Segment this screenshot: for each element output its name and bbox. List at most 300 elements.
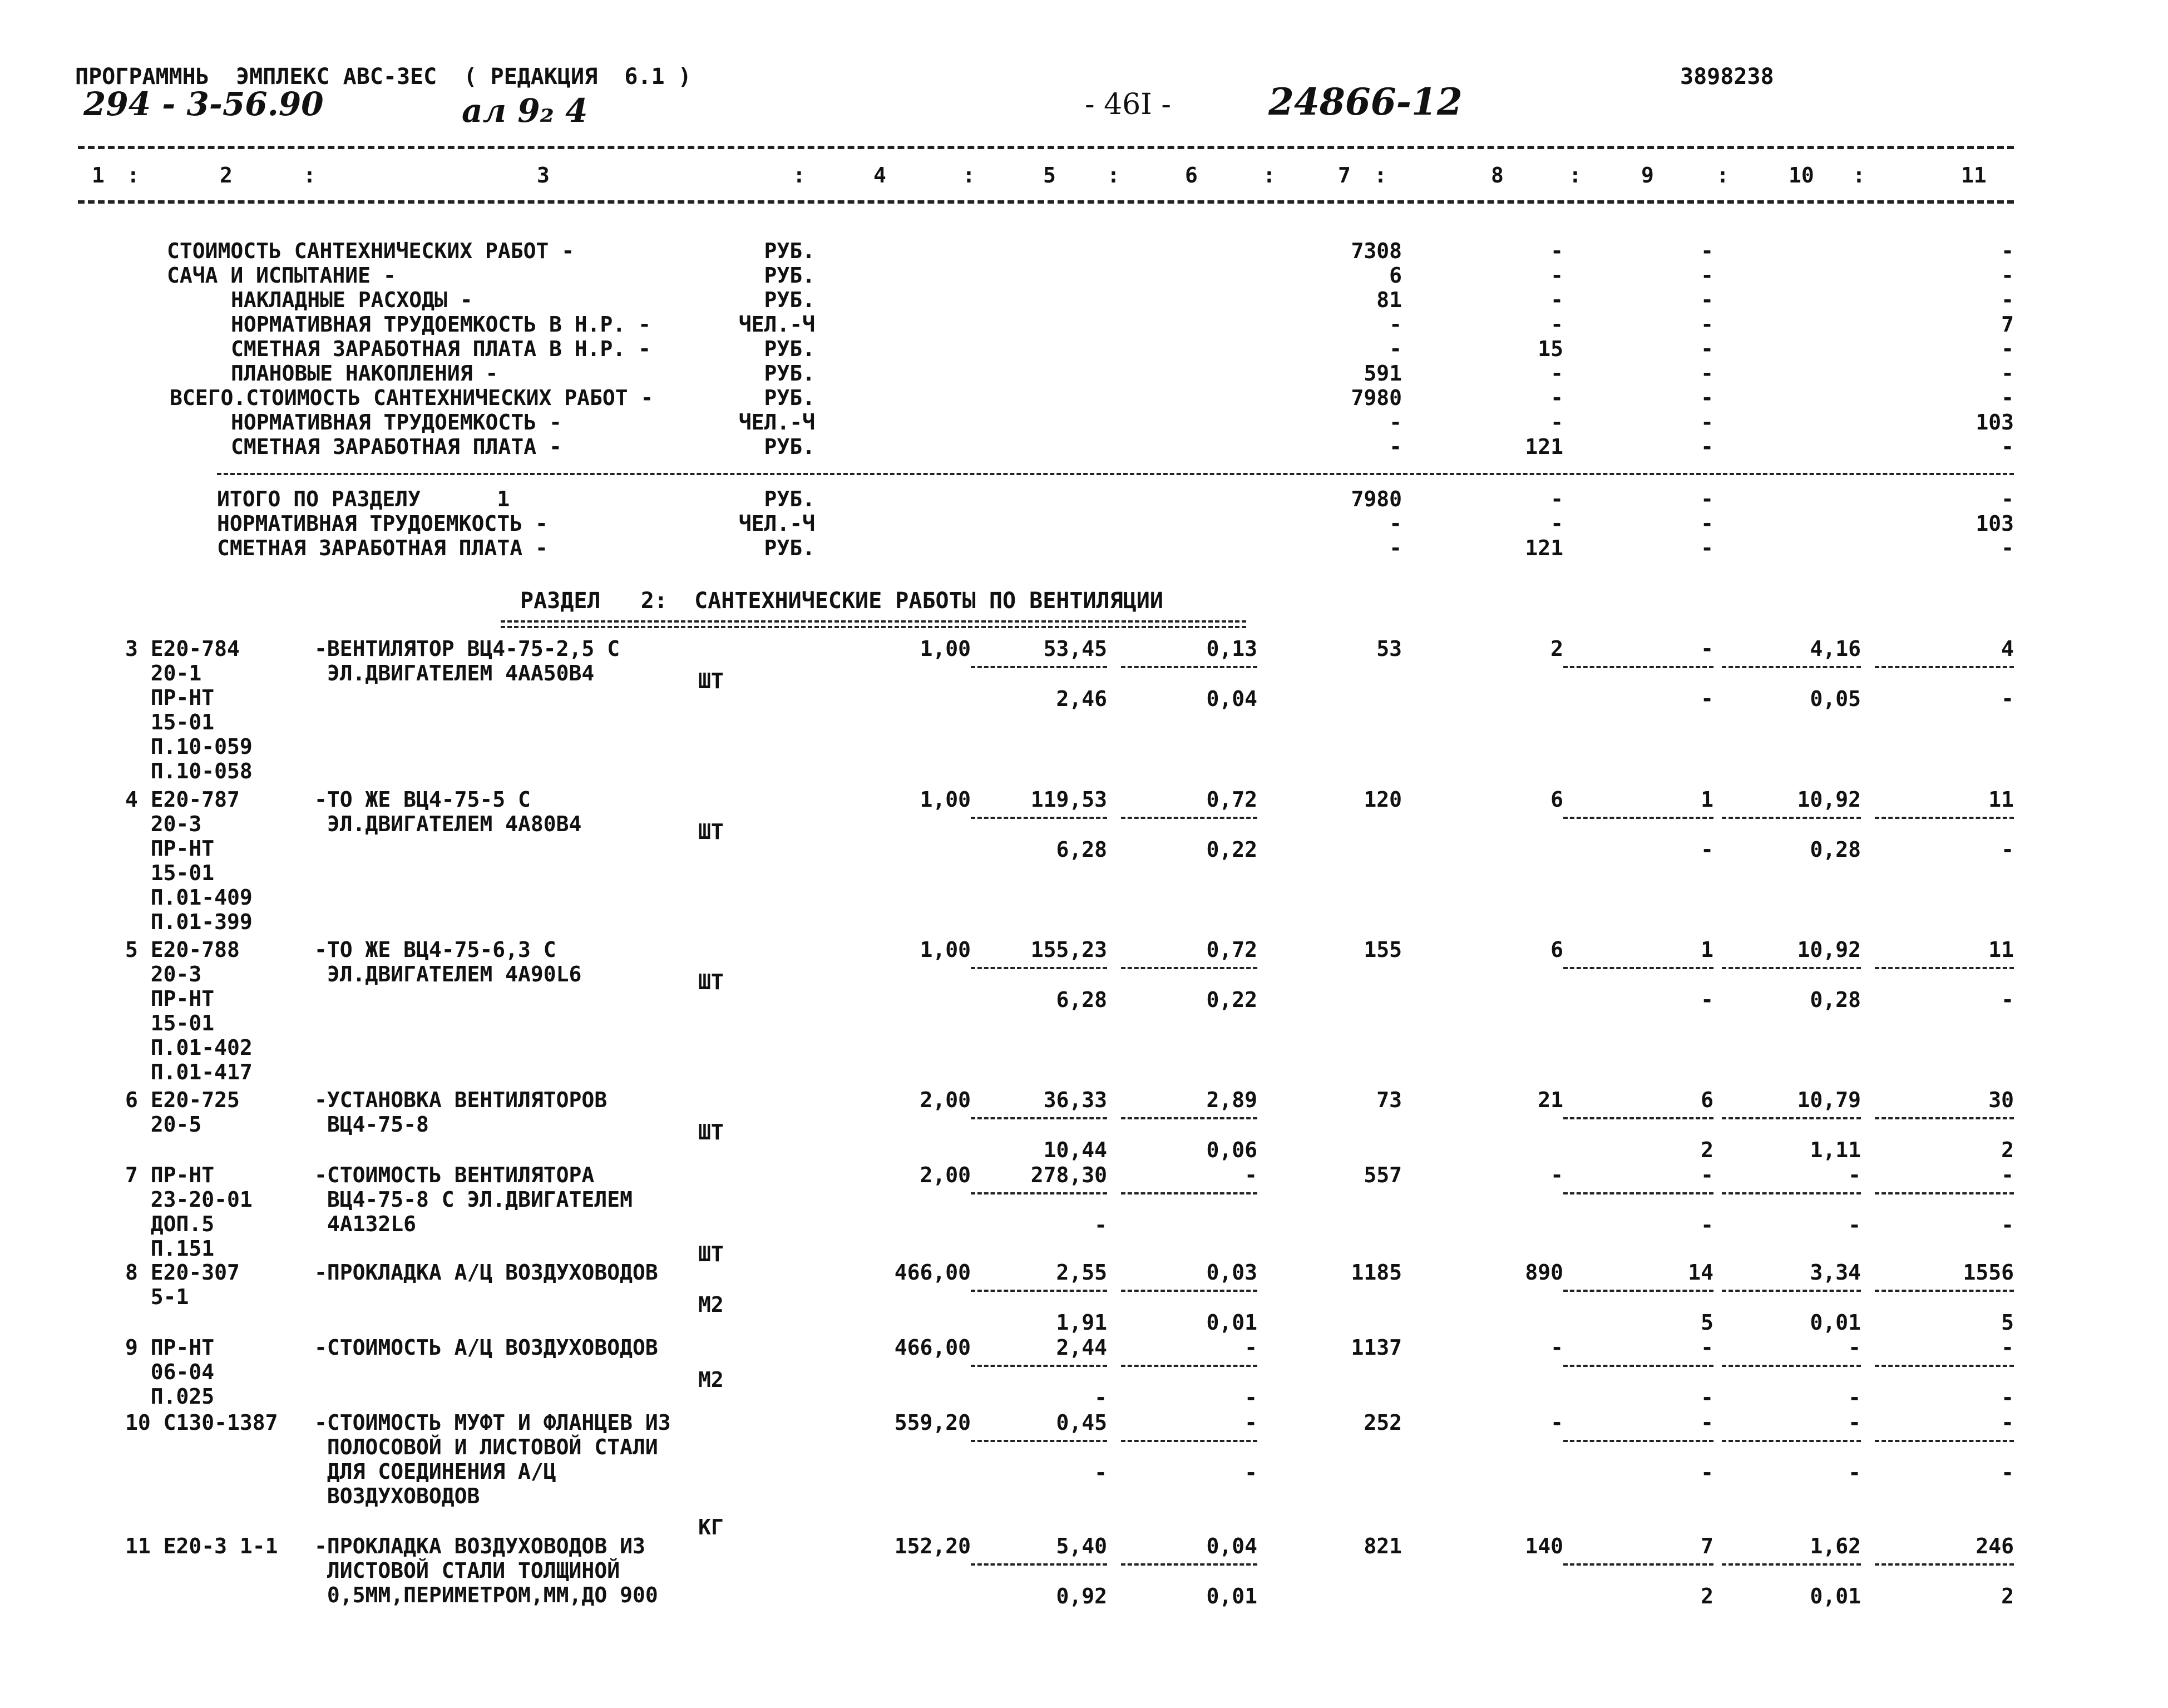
item-col5-wage: - (1094, 1213, 1107, 1237)
item-col9-wage: 5 (1701, 1310, 1713, 1335)
item-col7: 821 (1364, 1534, 1402, 1558)
item-col11-total: 11 (1988, 787, 2014, 812)
summary-label: НОРМАТИВНАЯ ТРУДОЕМКОСТЬ - (217, 511, 548, 536)
item-name: -СТОИМОСТЬ ВЕНТИЛЯТОРА (314, 1163, 595, 1187)
item-col6-total: 0,04 (1206, 1534, 1257, 1558)
item-col5-total: 119,53 (1030, 787, 1107, 812)
item-split-rule (1563, 817, 1713, 819)
column-header-cell: 1 (92, 163, 105, 187)
item-col9-total: - (1701, 1163, 1713, 1187)
item-col5-total: 278,30 (1030, 1163, 1107, 1187)
item-col6-wage: 0,01 (1206, 1310, 1257, 1335)
summary-value-col8: - (1550, 239, 1563, 263)
item-col10-total: - (1848, 1410, 1861, 1435)
item-col5-wage: 1,91 (1056, 1310, 1107, 1335)
item-unit: ШТ (698, 1242, 724, 1266)
column-header-cell: 10 (1789, 163, 1814, 187)
summary-value-col7: 81 (1376, 288, 1402, 312)
item-split-rule (1722, 1365, 1861, 1367)
item-code: 5-1 (125, 1285, 189, 1309)
summary-unit: РУБ. (764, 288, 815, 312)
item-col6-total: - (1244, 1335, 1257, 1360)
summary-value-col9: - (1701, 337, 1713, 361)
item-col5-total: 2,44 (1056, 1335, 1107, 1360)
summary-value-col8: 121 (1525, 536, 1563, 560)
item-code: 3 Е20-784 (125, 636, 240, 661)
item-code: П.01-417 (125, 1060, 253, 1084)
summary-value-col7: 591 (1364, 361, 1402, 386)
section-2-title: РАЗДЕЛ 2: САНТЕХНИЧЕСКИЕ РАБОТЫ ПО ВЕНТИЛЯЦИИ (520, 588, 1163, 614)
item-quantity: 559,20 (894, 1410, 971, 1435)
item-col5-total: 0,45 (1056, 1410, 1107, 1435)
summary-label: НАКЛАДНЫЕ РАСХОДЫ - (231, 288, 473, 312)
item-col10-total: - (1848, 1163, 1861, 1187)
summary-unit: РУБ. (764, 361, 815, 386)
summary-value-col9: - (1701, 511, 1713, 536)
item-split-rule (971, 967, 1107, 969)
summary-label: СМЕТНАЯ ЗАРАБОТНАЯ ПЛАТА В Н.Р. - (231, 337, 651, 361)
item-col5-wage: - (1094, 1385, 1107, 1410)
item-col11-wage: 2 (2001, 1584, 2014, 1608)
item-split-rule (1121, 666, 1257, 668)
item-unit: М2 (698, 1292, 724, 1317)
item-col11-total: - (2001, 1410, 2014, 1435)
column-header-cell: : (962, 163, 975, 187)
item-col10-wage: 1,11 (1810, 1138, 1861, 1162)
item-col5-total: 2,55 (1056, 1260, 1107, 1285)
item-col10-total: 3,34 (1810, 1260, 1861, 1285)
summary-value-col9: - (1701, 312, 1713, 337)
item-split-rule (1722, 817, 1861, 819)
summary-value-col9: - (1701, 361, 1713, 386)
item-code: 11 Е20-3 1-1 (125, 1534, 278, 1558)
item-col5-wage: 6,28 (1056, 837, 1107, 862)
item-col8: 140 (1525, 1534, 1563, 1558)
item-col6-wage: 0,22 (1206, 988, 1257, 1012)
column-header-cell: : (1853, 163, 1865, 187)
summary-value-col9: - (1701, 386, 1713, 410)
item-code: 9 ПР-НТ (125, 1335, 215, 1360)
item-unit: М2 (698, 1368, 724, 1392)
summary-unit: РУБ. (764, 435, 815, 459)
summary-value-col8: - (1550, 511, 1563, 536)
item-col10-wage: 0,28 (1810, 837, 1861, 862)
item-col10-total: 10,92 (1797, 787, 1861, 812)
item-col5-total: 53,45 (1043, 636, 1107, 661)
item-code: 5 Е20-788 (125, 937, 240, 962)
item-split-rule (1875, 1117, 2014, 1119)
summary-value-col7: 7308 (1351, 239, 1402, 263)
item-split-rule (971, 1290, 1107, 1292)
summary-value-col11: 103 (1976, 511, 2014, 536)
item-col10-wage: - (1848, 1213, 1861, 1237)
item-col6-wage: 0,04 (1206, 687, 1257, 711)
item-col7: 252 (1364, 1410, 1402, 1435)
item-quantity: 2,00 (920, 1088, 971, 1112)
item-code: 20-3 (125, 962, 202, 986)
item-col9-wage: - (1701, 837, 1713, 862)
item-split-rule (1121, 1192, 1257, 1194)
item-name: -ТО ЖЕ ВЦ4-75-5 С (314, 787, 531, 812)
item-code: 15-01 (125, 710, 215, 734)
item-split-rule (971, 666, 1107, 668)
item-code: 15-01 (125, 1011, 215, 1035)
item-col9-wage: - (1701, 687, 1713, 711)
handwritten-sheet-note: ал 9₂ 4 (462, 92, 588, 130)
summary-unit: РУБ. (764, 386, 815, 410)
summary-value-col7: 7980 (1351, 487, 1402, 511)
item-split-rule (1722, 1192, 1861, 1194)
item-unit: ШТ (698, 970, 724, 994)
item-col5-wage: 10,44 (1043, 1138, 1107, 1162)
summary-value-col11: - (2001, 361, 2014, 386)
item-split-rule (1563, 1290, 1713, 1292)
item-col11-wage: 2 (2001, 1138, 2014, 1162)
section-2-title-underline (501, 620, 1246, 623)
item-quantity: 152,20 (894, 1534, 971, 1558)
item-col9-total: 14 (1688, 1260, 1713, 1285)
item-name: ЭЛ.ДВИГАТЕЛЕМ 4А80В4 (314, 812, 582, 836)
item-name: ЭЛ.ДВИГАТЕЛЕМ 4АА50В4 (314, 661, 595, 685)
item-col9-wage: - (1701, 1385, 1713, 1410)
section-2-title-underline-2 (501, 626, 1246, 628)
column-header-cell: : (303, 163, 316, 187)
item-split-rule (971, 1117, 1107, 1119)
item-col11-total: 11 (1988, 937, 2014, 962)
summary-unit: РУБ. (764, 337, 815, 361)
item-col5-wage: 6,28 (1056, 988, 1107, 1012)
item-split-rule (971, 1192, 1107, 1194)
item-col10-total: 10,79 (1797, 1088, 1861, 1112)
item-code: 10 С130-1387 (125, 1410, 278, 1435)
page-number: - 46I - (1085, 88, 1171, 121)
item-split-rule (971, 1365, 1107, 1367)
column-header-cell: 6 (1185, 163, 1198, 187)
summary-value-col7: - (1389, 410, 1402, 435)
item-code: 15-01 (125, 861, 215, 885)
item-col9-total: 6 (1701, 1088, 1713, 1112)
item-col7: 120 (1364, 787, 1402, 812)
item-code: ДОП.5 (125, 1212, 215, 1236)
item-col11-wage: - (2001, 1213, 2014, 1237)
summary-value-col7: - (1389, 312, 1402, 337)
summary-value-col7: - (1389, 337, 1402, 361)
item-col5-wage: - (1094, 1460, 1107, 1485)
item-col6-total: 0,72 (1206, 787, 1257, 812)
item-col6-total: 0,13 (1206, 636, 1257, 661)
item-col5-wage: 0,92 (1056, 1584, 1107, 1608)
item-split-rule (1563, 1117, 1713, 1119)
summary-unit: ЧЕЛ.-Ч (738, 312, 815, 337)
item-split-rule (1563, 666, 1713, 668)
column-header-cell: 3 (537, 163, 550, 187)
item-split-rule (1722, 666, 1861, 668)
table-top-rule (78, 146, 2014, 149)
column-header-cell: 5 (1043, 163, 1056, 187)
item-code: 23-20-01 (125, 1187, 253, 1212)
item-name: -ВЕНТИЛЯТОР ВЦ4-75-2,5 С (314, 636, 620, 661)
item-col11-total: - (2001, 1335, 2014, 1360)
item-split-rule (1722, 967, 1861, 969)
item-col6-wage: - (1244, 1460, 1257, 1485)
summary-value-col9: - (1701, 263, 1713, 288)
summary-value-col8: - (1550, 487, 1563, 511)
summary-value-col11: - (2001, 386, 2014, 410)
handwritten-inventory-number: 24866-12 (1268, 80, 1463, 124)
item-name: ПОЛОСОВОЙ И ЛИСТОВОЙ СТАЛИ (314, 1435, 658, 1459)
summary-value-col11: 103 (1976, 410, 2014, 435)
summary-value-col11: - (2001, 536, 2014, 560)
item-split-rule (1121, 1563, 1257, 1566)
item-code: 8 Е20-307 (125, 1260, 240, 1285)
item-col8: - (1550, 1335, 1563, 1360)
item-col8: 2 (1550, 636, 1563, 661)
item-col9-total: - (1701, 1335, 1713, 1360)
summary-label: ПЛАНОВЫЕ НАКОПЛЕНИЯ - (231, 361, 498, 386)
item-col9-wage: - (1701, 1213, 1713, 1237)
item-name: -УСТАНОВКА ВЕНТИЛЯТОРОВ (314, 1088, 608, 1112)
summary-label: СМЕТНАЯ ЗАРАБОТНАЯ ПЛАТА - (231, 435, 562, 459)
item-split-rule (1121, 1290, 1257, 1292)
summary-value-col9: - (1701, 288, 1713, 312)
item-split-rule (1121, 1365, 1257, 1367)
item-col10-wage: 0,05 (1810, 687, 1861, 711)
item-col6-total: - (1244, 1163, 1257, 1187)
item-col10-total: 10,92 (1797, 937, 1861, 962)
item-name: ВЦ4-75-8 С ЭЛ.ДВИГАТЕЛЕМ (314, 1187, 633, 1212)
item-col9-total: 7 (1701, 1534, 1713, 1558)
item-quantity: 1,00 (920, 937, 971, 962)
summary-label: НОРМАТИВНАЯ ТРУДОЕМКОСТЬ - (231, 410, 562, 435)
summary-value-col9: - (1701, 410, 1713, 435)
document-code: 3898238 (1680, 64, 1774, 90)
item-code: 4 Е20-787 (125, 787, 240, 812)
item-split-rule (1875, 1290, 2014, 1292)
item-split-rule (971, 817, 1107, 819)
item-col9-total: - (1701, 636, 1713, 661)
summary-value-col7: 6 (1389, 263, 1402, 288)
item-code: П.10-058 (125, 759, 253, 783)
item-name: ВЦ4-75-8 (314, 1112, 429, 1137)
item-name: -ПРОКЛАДКА А/Ц ВОЗДУХОВОДОВ (314, 1260, 658, 1285)
summary-value-col8: 15 (1538, 337, 1563, 361)
item-code: ПР-НТ (125, 685, 215, 710)
item-code: 06-04 (125, 1360, 215, 1384)
summary-unit: РУБ. (764, 536, 815, 560)
summary-value-col11: - (2001, 288, 2014, 312)
column-header-cell: 4 (873, 163, 886, 187)
summary-value-col11: 7 (2001, 312, 2014, 337)
column-header-cell: : (1107, 163, 1120, 187)
summary-value-col7: - (1389, 511, 1402, 536)
summary-unit: ЧЕЛ.-Ч (738, 511, 815, 536)
item-col11-wage: - (2001, 1460, 2014, 1485)
item-col9-wage: - (1701, 988, 1713, 1012)
item-quantity: 1,00 (920, 636, 971, 661)
summary-value-col8: - (1550, 312, 1563, 337)
summary-value-col11: - (2001, 337, 2014, 361)
item-name: 4А132L6 (314, 1212, 417, 1236)
item-name: 0,5ММ,ПЕРИМЕТРОМ,ММ,ДО 900 (314, 1583, 658, 1607)
item-split-rule (1121, 967, 1257, 969)
item-col8: 6 (1550, 937, 1563, 962)
item-col9-wage: 2 (1701, 1584, 1713, 1608)
item-code: 7 ПР-НТ (125, 1163, 215, 1187)
item-col10-wage: 0,01 (1810, 1310, 1861, 1335)
item-col8: 21 (1538, 1088, 1563, 1112)
item-col9-wage: 2 (1701, 1138, 1713, 1162)
item-code: ПР-НТ (125, 986, 215, 1011)
summary-value-col9: - (1701, 536, 1713, 560)
item-name: -СТОИМОСТЬ А/Ц ВОЗДУХОВОДОВ (314, 1335, 658, 1360)
item-col9-total: - (1701, 1410, 1713, 1435)
item-col11-wage: - (2001, 1385, 2014, 1410)
summary-value-col8: 121 (1525, 435, 1563, 459)
item-code: П.10-059 (125, 734, 253, 759)
column-header-cell: : (1716, 163, 1729, 187)
item-col8: - (1550, 1410, 1563, 1435)
item-code: П.01-399 (125, 910, 253, 934)
item-code: ПР-НТ (125, 836, 215, 861)
item-split-rule (1563, 1563, 1713, 1566)
handwritten-project-number: 294 - 3-56.90 (83, 85, 324, 123)
column-header-cell: : (793, 163, 806, 187)
item-name: ДЛЯ СОЕДИНЕНИЯ А/Ц (314, 1459, 556, 1484)
item-col6-wage: 0,01 (1206, 1584, 1257, 1608)
summary-label: ИТОГО ПО РАЗДЕЛУ 1 (217, 487, 510, 511)
item-code: 20-5 (125, 1112, 202, 1137)
item-name: ЭЛ.ДВИГАТЕЛЕМ 4А90L6 (314, 962, 582, 986)
item-col11-total: 30 (1988, 1088, 2014, 1112)
item-col7: 53 (1376, 636, 1402, 661)
item-name: ВОЗДУХОВОДОВ (314, 1484, 480, 1508)
item-name: -ПРОКЛАДКА ВОЗДУХОВОДОВ ИЗ (314, 1534, 645, 1558)
column-header-cell: 7 (1338, 163, 1351, 187)
item-col10-wage: - (1848, 1385, 1861, 1410)
item-col11-wage: - (2001, 837, 2014, 862)
item-unit: ШТ (698, 1120, 724, 1144)
item-split-rule (1121, 1440, 1257, 1442)
table-header-rule (78, 200, 2014, 204)
item-quantity: 1,00 (920, 787, 971, 812)
item-col6-total: 2,89 (1206, 1088, 1257, 1112)
item-split-rule (1722, 1290, 1861, 1292)
item-col5-total: 36,33 (1043, 1088, 1107, 1112)
summary-unit: РУБ. (764, 239, 815, 263)
item-col10-wage: 0,01 (1810, 1584, 1861, 1608)
item-name: ЛИСТОВОЙ СТАЛИ ТОЛЩИНОЙ (314, 1558, 620, 1583)
item-quantity: 2,00 (920, 1163, 971, 1187)
summary-unit: РУБ. (764, 487, 815, 511)
item-unit: ШТ (698, 820, 724, 844)
item-unit: ШТ (698, 669, 724, 693)
summary-unit: ЧЕЛ.-Ч (738, 410, 815, 435)
item-col6-wage: - (1244, 1385, 1257, 1410)
summary-value-col8: - (1550, 386, 1563, 410)
item-split-rule (971, 1440, 1107, 1442)
summary-divider (217, 473, 2014, 475)
item-col11-total: 4 (2001, 636, 2014, 661)
item-col7: 1185 (1351, 1260, 1402, 1285)
item-col6-wage: 0,06 (1206, 1138, 1257, 1162)
item-split-rule (1121, 817, 1257, 819)
item-split-rule (1875, 817, 2014, 819)
item-split-rule (1121, 1117, 1257, 1119)
summary-value-col8: - (1550, 263, 1563, 288)
summary-value-col11: - (2001, 263, 2014, 288)
item-name: -СТОИМОСТЬ МУФТ И ФЛАНЦЕВ ИЗ (314, 1410, 671, 1435)
column-header-cell: 11 (1961, 163, 1987, 187)
column-header-cell: 8 (1491, 163, 1504, 187)
summary-unit: РУБ. (764, 263, 815, 288)
summary-label: СТОИМОСТЬ САНТЕХНИЧЕСКИХ РАБОТ - (167, 239, 575, 263)
item-col10-total: 1,62 (1810, 1534, 1861, 1558)
item-col7: 557 (1364, 1163, 1402, 1187)
summary-value-col7: 7980 (1351, 386, 1402, 410)
item-split-rule (1563, 1192, 1713, 1194)
item-col8: 890 (1525, 1260, 1563, 1285)
item-col7: 155 (1364, 937, 1402, 962)
summary-label: САЧА И ИСПЫТАНИЕ - (167, 263, 396, 288)
summary-value-col8: - (1550, 361, 1563, 386)
item-col7: 1137 (1351, 1335, 1402, 1360)
item-split-rule (971, 1563, 1107, 1566)
summary-label: ВСЕГО.СТОИМОСТЬ САНТЕХНИЧЕСКИХ РАБОТ - (170, 386, 654, 410)
item-col11-wage: - (2001, 988, 2014, 1012)
item-col11-total: 246 (1976, 1534, 2014, 1558)
item-col11-wage: - (2001, 687, 2014, 711)
item-code: 20-3 (125, 812, 202, 836)
item-col9-total: 1 (1701, 937, 1713, 962)
item-split-rule (1875, 967, 2014, 969)
item-quantity: 466,00 (894, 1260, 971, 1285)
item-col6-total: 0,72 (1206, 937, 1257, 962)
item-split-rule (1722, 1563, 1861, 1566)
item-col11-total: - (2001, 1163, 2014, 1187)
summary-value-col8: - (1550, 410, 1563, 435)
summary-value-col11: - (2001, 239, 2014, 263)
item-col10-total: 4,16 (1810, 636, 1861, 661)
column-header-cell: : (1263, 163, 1276, 187)
item-split-rule (1875, 1365, 2014, 1367)
column-header-cell: 2 (220, 163, 233, 187)
item-col11-total: 1556 (1963, 1260, 2014, 1285)
item-split-rule (1563, 967, 1713, 969)
item-col11-wage: 5 (2001, 1310, 2014, 1335)
item-col8: - (1550, 1163, 1563, 1187)
item-code: П.01-409 (125, 885, 253, 910)
item-unit: КГ (698, 1515, 724, 1539)
summary-value-col11: - (2001, 435, 2014, 459)
column-header-cell: : (1569, 163, 1582, 187)
item-split-rule (1875, 1192, 2014, 1194)
item-code: 6 Е20-725 (125, 1088, 240, 1112)
item-quantity: 466,00 (894, 1335, 971, 1360)
item-name: -ТО ЖЕ ВЦ4-75-6,3 С (314, 937, 556, 962)
item-split-rule (1563, 1440, 1713, 1442)
item-col6-total: - (1244, 1410, 1257, 1435)
item-col5-total: 155,23 (1030, 937, 1107, 962)
item-col5-wage: 2,46 (1056, 687, 1107, 711)
item-split-rule (1875, 666, 2014, 668)
item-col6-total: 0,03 (1206, 1260, 1257, 1285)
item-col5-total: 5,40 (1056, 1534, 1107, 1558)
column-header-cell: : (127, 163, 140, 187)
summary-label: НОРМАТИВНАЯ ТРУДОЕМКОСТЬ В Н.Р. - (231, 312, 651, 337)
item-col9-wage: - (1701, 1460, 1713, 1485)
program-header: ПРОГРАММНЬ ЭМПЛЕКС АВС-ЗЕС ( РЕДАКЦИЯ 6.1 ) (75, 64, 692, 90)
summary-value-col7: - (1389, 435, 1402, 459)
